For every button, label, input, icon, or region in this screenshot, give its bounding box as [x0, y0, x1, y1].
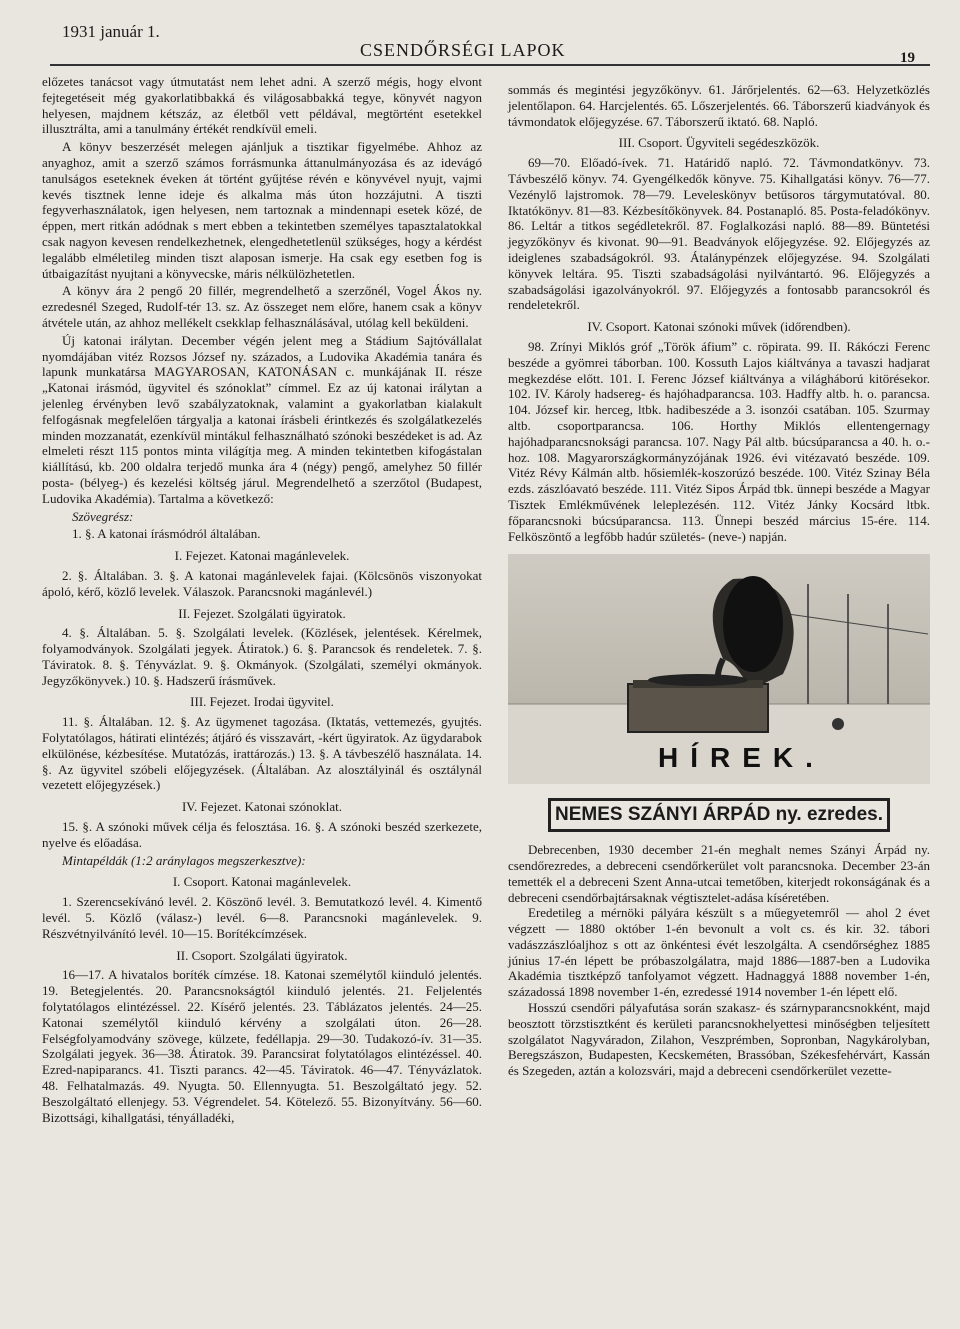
toc-heading: Mintapéldák (1:2 aránylagos megszerkesztve): — [62, 852, 306, 868]
gramophone-illustration — [508, 554, 930, 784]
irálytan-announcement: Új katonai irálytan. December végén jelent meg a Stádium Sajtóvállalat nyomdájában vitéz Rozsos József ny. százados, a Ludovika Akadémia tanára és lapunk munkatársa MAGYAROSAN, KATONÁSAN c. munkájának II. része „Katonai irásmód, ügyvitel és szónoklat” címmel. Ez az új katonai irálytan a jelenleg érvényben levő szabályzatoknak, valamint a gyakorlatban kialakult felfogásnak megfelelően tárgyalja a katonai írásbeli érintkezés és szolgálatkezelés minden mozzanatát, ezenkívül mintákul felhasználható szónoki beszédeket is ad. Az elmeleti részt 115 pontos minta világítja meg. A minden tekintetben kifogástalan kiállítású, kb. 200 oldalra terjedő munka ára 4 (négy) pengő, amelyhez 50 fillér posta- (bélyeg-) és kezelési költség járul. Megrendelhető a szerzőtol (Budapest, Ludovika Akadémia). Tartalma a következő: — [42, 332, 482, 506]
obituary-paragraph-3: Hosszú csendőri pályafutása során szakasz- és szárnyparancsnokként, majd beosztott törzstisztként és kerületi parancsnokhelyettesi minőségben teljesített szolgálatot Nagyváradon, Zilahon, Veszprémben, Sopronban, Nagykárolyban, Beregszászon, Budapesten, Kecskeméten, Brassóban, Székesfehérvárt, Kassán és Szegeden, aztán a kolozsvári, majd a debreceni csendőrkerület vezette- — [508, 1000, 930, 1079]
page-number: 19 — [900, 50, 915, 66]
toc-item: 98. Zrínyi Miklós gróf „Török áfium” c. röpirata. 99. II. Rákóczi Ferenc beszéde a gyömrei táborban. 100. Kossuth Lajos kiáltványa a tavaszi hadjarat megkezdése előtt. 101. I. Ferenc József kiáltványa a világháború kitörésekor. 102. IV. Károly hadsereg- és hajóhadparancsa. 103. Hadffy altb. h. o. parancsa. 104. József kir. herceg, ltbk. hadibeszéde a 3. isonzói csatában. 105. Szurmay altb. csoportparancsa. 106. Horthy Miklós ellentengernagy hajóhadparancsnoksági parancsa. 107. Nagy Pál altb. búcsúparancsa a 40. h. o.-hoz. 108. Magyarországkormányzójának 1926. évi vitézavató beszéde. 109. Vitéz Révy Kálmán altb. hősiemlék-koszorúzó beszéde. 100. Vitéz Szinay Béla ezds. zászlóavató beszéde. 111. Vitéz Sipos Árpád tbk. ünnepi beszéde a Magyar Tisztek Emlékművének leleplezésén. 112. Vitéz Jánky Kocsárd ltbk. főparancsnoki búcsúparancsa. 113. Ünnepi beszéd március 15-ére. 114. Felköszöntő a legfőbb hadúr születés- (neve-) napján. — [508, 338, 930, 544]
toc-continued: sommás és megintési jegyzőkönyv. 61. Járőrjelentés. 62—63. Helyzetközlés jelentőlapon. 64. Harcjelentés. 65. Lőszerjelentés. 66. Táborszerű kiadványok és távmondatok előjegyzése. 67. Táborszerű iktató. 68. Napló. — [508, 82, 930, 129]
toc-item: 69—70. Előadó-ívek. 71. Határidő napló. 72. Távmondatkönyv. 73. Távbeszélő könyv. 74. Gyengélkedők könyve. 75. Kihallgatási könyv. 76—77. Vezénylő lajstromok. 78—79. Leveleskönyv betűsoros tárgymutatóval. 80. Iktatókönyv. 81—83. Kézbesítőkönyvek. 84. Postanapló. 85. Posta-feladókönyv. 86. Leltár a titkos segédletekről. 87. Foglalkozási napló. 88—89. Büntetési jegyzőkönyv és kivonat. 90—91. Beadványok előjegyzése. 92. Előjegyzés az ideiglenes szabadságokról. 93. Átalánypénzek előjegyzése. 94. Szolgálati könyvek leltára. 95. Tiszti szabadságolási nyilvántartó. 96. Előjegyzés a szabadságolási igazolványokról. 97. Előjegyzés a fontosabb parancsokról és rendeletekről. — [508, 155, 930, 313]
toc-item: 11. §. Általában. 12. §. Az ügymenet tagozása. (Iktatás, vettemezés, gyujtés. Folytatólagos, hátirati elintézés; átjáró és visszavárt, -kért ügyiratok. Az ügydarabok elkülönése, kézbesítése. Mutatózás, irattározás.) 13. §. A távbeszélő használata. 14. §. Az ügyvitel szóbeli előjegyzések. (Általában. Az alosztályinál és osztálynál vezetett előjegyzések.) — [42, 714, 482, 793]
toc-chapter: II. Fejezet. Szolgálati ügyiratok. — [178, 605, 346, 621]
news-section-heading: HÍREK. — [658, 742, 825, 774]
toc-heading: Szövegrész: — [72, 508, 134, 524]
toc-item: 2. §. Általában. 3. §. A katonai magánlevelek fajai. (Kölcsönös viszonyokat ápoló, kérő, közlő levelek. Válaszok. Parancsnoki magánlevél.) — [42, 567, 482, 599]
toc-chapter: IV. Fejezet. Katonai szónoklat. — [181, 799, 343, 815]
toc-group: II. Csoport. Szolgálati ügyiratok. — [176, 947, 348, 963]
left-column — [42, 74, 482, 1127]
obituary-name-box: NEMES SZÁNYI ÁRPÁD ny. ezredes. — [548, 798, 890, 832]
obituary — [508, 842, 930, 1079]
issue-date: 1931 január 1. — [62, 22, 160, 41]
toc-group: III. Csoport. Ügyviteli segédeszközök. — [618, 135, 820, 151]
toc-chapter: III. Fejezet. Irodai ügyvitel. — [190, 694, 334, 710]
toc-item: 4. §. Általában. 5. §. Szolgálati levelek. (Közlések, jelentések. Kérelmek, folyamodványok. Szolgálati jegyek. Átiratok.) 6. §. Parancsok és rendeletek. 7. §. Táviratok. 8. §. Tényvázlat. 9. §. Okmányok. (Szolgálati, személyi okmányok. Jegyzőkönyvek.) 10. §. Hadszerű írásművek. — [42, 625, 482, 688]
right-column — [508, 82, 930, 1079]
masthead-title: CSENDŐRSÉGI LAPOK — [360, 40, 566, 60]
obituary-paragraph-1: Debrecenben, 1930 december 21-én meghalt nemes Szányi Árpád ny. csendőrezredes, a debreceni csendőrkerület volt parancsnoka. December 23-án temették el a debreceni Szent Anna-utcai temetőben, kiterjedt rokonságának és a debreceni csendőrbajtársaknak végtisztelet-adása kíséretében. — [508, 842, 930, 905]
review-paragraph-3: A könyv ára 2 pengő 20 fillér, megrendelhető a szerzőnél, Vogel Ákos ny. ezredesnél Szeged, Rudolf-tér 13. sz. Az összeget nem előre, hanem csak a könyv átvétele után, az ahhoz mellékelt csekklap felhasználásával, utólag kell beküldeni. — [42, 283, 482, 330]
toc-item: 15. §. A szónoki művek célja és felosztása. 16. §. A szónoki beszéd szerkezete, nyelve és előadása. — [42, 819, 482, 850]
review-paragraph-2: A könyv beszerzését melegen ajánljuk a tisztikar figyelmébe. Ahhoz az anyaghoz, amit a szerző számos forrásmunka áttanulmányozása és az idevágó tanulságos eseteknek éveken át történt gyűjtése révén e könyvével nyujt, vajmi kevés tisztnek lenne ideje és alkalma más úton hozzájutni. A tiszti fegyverhasználatok, igen helyesen, nem tartoznak a mindennapi esetek közé, de éppen, mert ritkán adódnak s mert ebben a tekintetben személyes tapasztalatokkal csak nagyon kevesen rendelkezhetnek, elengedhetetlenül szükséges, hogy a kérdést legalább elméletileg minden tiszt alaposan ismerje. Ha csak egy esetben fog is útbaigazítást nyujtani a könyvecske, máris nélkülözhetetlen. — [42, 139, 482, 281]
toc-group: I. Csoport. Katonai magánlevelek. — [172, 874, 352, 890]
toc-item: 16—17. A hivatalos boríték címzése. 18. Katonai személytől kiinduló jelentés. 19. Betegjelentés. 20. Parancsnokságtól kiinduló jelentés. 21. Feljelentés folytatólagos elintézéssel. 22. Kísérő jelentés. 23. Táblázatos jelentés. 24—25. Katonai személytől kiinduló kérvény a szolgálati úton. 26—28. Felségfolyamodvány szövege, külzete, fedéllapja. 29—30. Tudakozó-ív. 31—35. Szolgálati jegyek. 36—38. Átiratok. 39. Parancsirat folytatólagos elintézéssel. 40. Ezred-napiparancs. 41. Tiszti parancs. 42—45. Táviratok. 46—47. Tényvázlatok. 48. Felhatalmazás. 49. Nyugta. 50. Ellennyugta. 51. Beszolgáltató jegy. 52. Beszolgáltató ellenjegy. 53. Végrendelet. 54. Kötelező. 55. Bizonyítvány. 56—60. Bizottsági, kihallgatási, tényálladéki, — [42, 967, 482, 1125]
toc-item: 1. Szerencsekívánó levél. 2. Köszönő levél. 3. Bemutatkozó levél. 4. Kimentő levél. 5. Közlő (válasz-) levél. 6—8. Parancsnoki magánlevelek. 9. Részvétnyilvánító levél. 10—15. Borítékcímzések. — [42, 894, 482, 941]
toc-chapter: I. Fejezet. Katonai magánlevelek. — [174, 548, 350, 564]
obituary-paragraph-2: Eredetileg a mérnöki pályára készült s a műegyetemről — ahol 2 évet végzett — 1880 október 1-én bevonult a volt cs. és kir. 32. tábori vadászzászlóaljhoz s ott az önkéntesi évét leszolgálta. A csendőrséghez 1885 június 17-én lépett be próbaszolgálatra, majd 1886—1887-ben a Ludovika Akadémia tisztképző tanfolyamot végzett. Hadnaggyá 1888 november 1-én, századossá 1898 november 1-én, ezredessé 1914 november 1-én lépett elő. — [508, 905, 930, 1000]
review-paragraph-1: előzetes tanácsot vagy útmutatást nem lehet adni. A szerző mégis, hogy elvont fejtegetéseit még gyakorlatibbakká és világosabbakká tegye, könyvét nagyon helyesen, majdnem kétszáz, az életből vett példával, megtörtént esetekkel illusztrálta, ami a tanulmány értékét rendkívül emeli. — [42, 74, 482, 137]
toc-item: 1. §. A katonai írásmódról általában. — [72, 526, 261, 542]
header-rule — [50, 64, 930, 66]
toc-group: IV. Csoport. Katonai szónoki művek (időrendben). — [587, 319, 851, 335]
